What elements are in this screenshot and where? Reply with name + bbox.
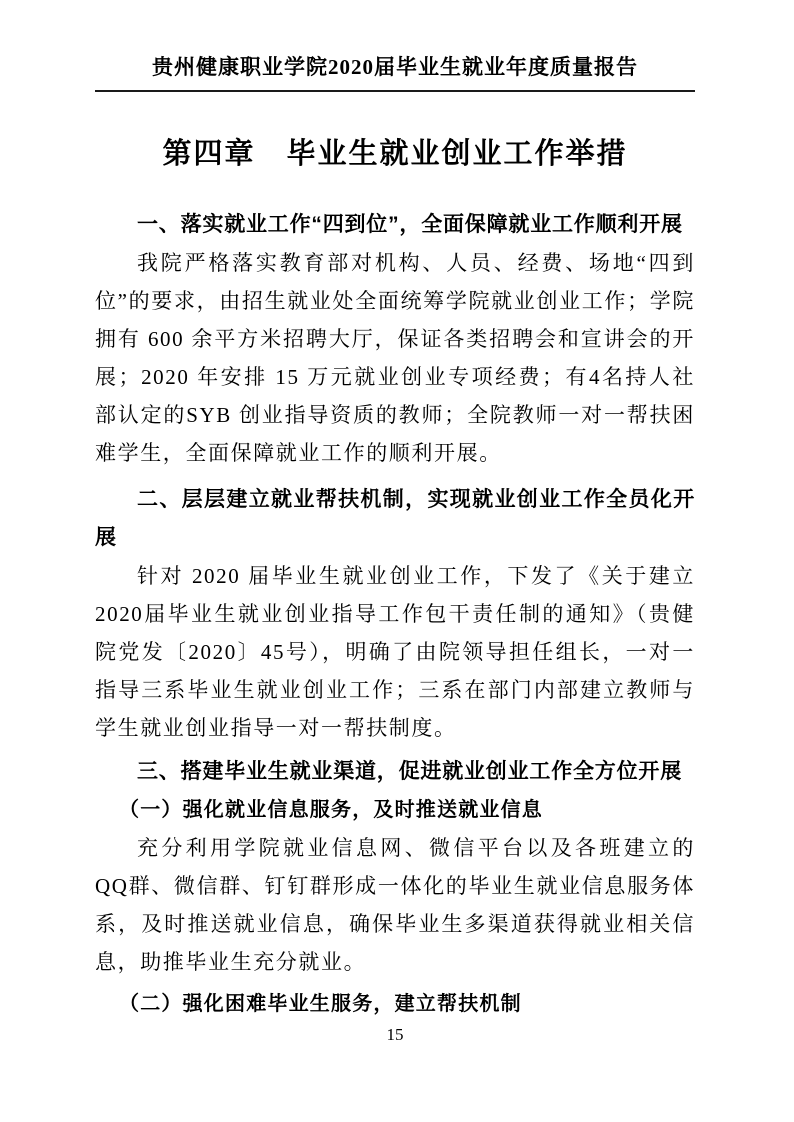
page-number: 15 — [386, 1025, 404, 1044]
subsection-2-heading: （二）强化困难毕业生服务，建立帮扶机制 — [119, 993, 522, 1015]
header-title: 贵州健康职业学院2020届毕业生就业年度质量报告 — [152, 55, 638, 79]
chapter-title: 第四章 毕业生就业创业工作举措 — [162, 138, 628, 170]
section-1-heading: 一、落实就业工作“四到位”，全面保障就业工作顺利开展 — [137, 213, 683, 236]
section-2-heading: 二、层层建立就业帮扶机制，实现就业创业工作全员化开展 — [95, 488, 695, 549]
section-1-paragraph: 我院严格落实教育部对机构、人员、经费、场地“四到位”的要求，由招生就业处全面统筹学院就业创业工作；学院拥有 600 余平方米招聘大厅，保证各类招聘会和宣讲会的开展；2020 年安排 15 万元就业创业专项经费；有4名持人社部认定的SYB 创业指导资质的教师；全院教师一对一帮扶困难学生，全面保障就业工作的顺利开展。 — [95, 251, 695, 465]
page-header — [95, 52, 695, 92]
subsection-1-heading: （一）强化就业信息服务，及时推送就业信息 — [119, 799, 543, 821]
header-divider — [95, 90, 695, 92]
section-3-heading: 三、搭建毕业生就业渠道，促进就业创业工作全方位开展 — [137, 760, 682, 783]
section-2-paragraph: 针对 2020 届毕业生就业创业工作，下发了《关于建立2020届毕业生就业创业指导工作包干责任制的通知》（贵健院党发〔2020〕45号），明确了由院领导担任组长，一对一指导三系毕业生就业创业工作；三系在部门内部建立教师与学生就业创业指导一对一帮扶制度。 — [95, 564, 695, 740]
subsection-1-paragraph: 充分利用学院就业信息网、微信平台以及各班建立的 QQ群、微信群、钉钉群形成一体化的毕业生就业信息服务体系，及时推送就业信息，确保毕业生多渠道获得就业相关信息，助推毕业生充分就业。 — [95, 836, 695, 974]
